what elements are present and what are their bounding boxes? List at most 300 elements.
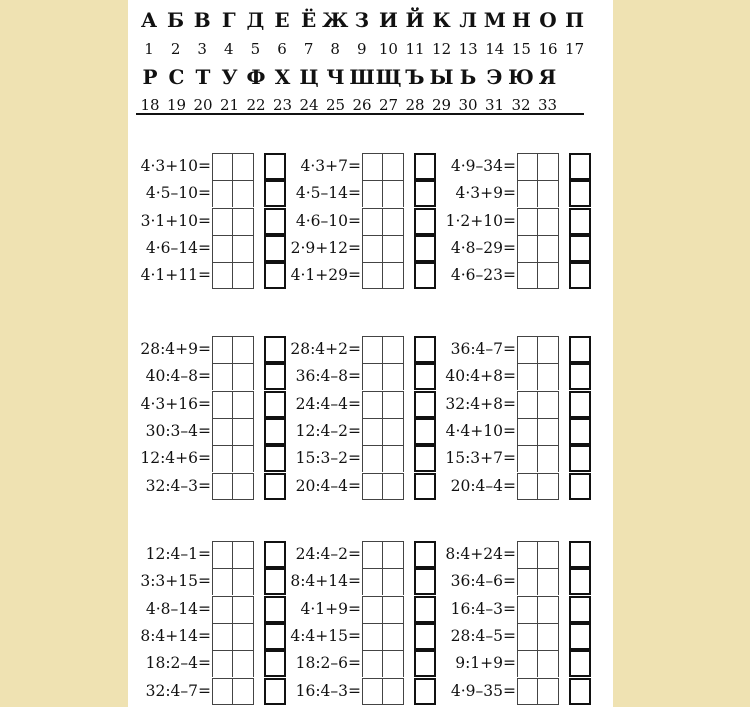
- answer-letter-box[interactable]: [264, 596, 286, 623]
- task-expression: 36:4–7=: [450, 340, 516, 358]
- alphabet-letter: Ж: [322, 8, 349, 32]
- answer-digit-box[interactable]: [538, 391, 559, 418]
- answer-digit-box[interactable]: [362, 262, 383, 289]
- task-row: [140, 262, 290, 289]
- answer-digit-box[interactable]: [233, 541, 254, 568]
- answer-digit-box[interactable]: [517, 596, 538, 623]
- answer-digit-box[interactable]: [362, 650, 383, 677]
- alphabet-number: 23: [272, 96, 293, 114]
- task-row: [140, 445, 290, 472]
- answer-digit-box[interactable]: [233, 336, 254, 363]
- answer-digit-box[interactable]: [517, 650, 538, 677]
- alphabet-letter: Ч: [326, 65, 345, 89]
- answer-digit-box[interactable]: [383, 336, 404, 363]
- task-expression: 36:4–8=: [295, 367, 361, 386]
- task-row: [140, 363, 290, 390]
- alphabet-number: 3: [197, 40, 207, 58]
- answer-digit-box[interactable]: [362, 153, 383, 180]
- answer-digit-box[interactable]: [517, 678, 538, 705]
- alphabet-letter: З: [354, 8, 370, 32]
- answer-digit-box[interactable]: [212, 473, 233, 500]
- task-row: [290, 650, 440, 677]
- worksheet-page: [128, 0, 613, 707]
- task-expression: 4·6–14=: [145, 238, 211, 257]
- task-row: [445, 596, 595, 623]
- task-expression: 28:4+2=: [290, 340, 361, 358]
- task-row: [290, 235, 440, 262]
- answer-letter-box[interactable]: [414, 473, 436, 500]
- answer-letter-box[interactable]: [264, 363, 286, 390]
- answer-digit-box[interactable]: [233, 568, 254, 595]
- answer-digit-box[interactable]: [212, 363, 233, 390]
- task-expression: 4·6–10=: [295, 211, 361, 230]
- alphabet-number: 18: [140, 96, 160, 114]
- task-expression: 28:4–5=: [450, 626, 516, 645]
- task-expression: 4·3+10=: [140, 157, 211, 175]
- alphabet-letter: У: [221, 65, 238, 89]
- task-expression: 12:4–1=: [145, 545, 211, 563]
- answer-letter-box[interactable]: [264, 568, 286, 595]
- answer-digit-box[interactable]: [212, 153, 233, 180]
- answer-letter-box[interactable]: [569, 541, 591, 568]
- answer-letter-box[interactable]: [264, 418, 286, 445]
- answer-digit-box[interactable]: [212, 678, 233, 705]
- alphabet-letter: Н: [511, 8, 531, 32]
- alphabet-divider: [136, 113, 584, 115]
- alphabet-letter: Ё: [300, 8, 317, 32]
- answer-letter-box[interactable]: [264, 623, 286, 650]
- answer-digit-box[interactable]: [212, 623, 233, 650]
- task-expression: 40:4–8=: [145, 367, 211, 386]
- answer-letter-box[interactable]: [414, 208, 436, 235]
- answer-digit-box[interactable]: [383, 180, 404, 207]
- answer-digit-box[interactable]: [212, 650, 233, 677]
- answer-digit-box[interactable]: [383, 568, 404, 595]
- answer-digit-box[interactable]: [538, 262, 559, 289]
- answer-digit-box[interactable]: [538, 623, 559, 650]
- alphabet-number: 9: [357, 40, 367, 58]
- task-row: [140, 650, 290, 677]
- alphabet-letter: Ш: [349, 65, 375, 89]
- answer-digit-box[interactable]: [212, 235, 233, 262]
- answer-digit-box[interactable]: [517, 153, 538, 180]
- alphabet-number: 30: [458, 96, 478, 114]
- alphabet-letter: Д: [246, 8, 265, 32]
- answer-digit-box[interactable]: [538, 650, 559, 677]
- task-expression: 16:4–3=: [450, 599, 516, 618]
- alphabet-letter: П: [565, 8, 585, 32]
- alphabet-letter: Л: [459, 8, 478, 32]
- answer-letter-box[interactable]: [414, 445, 436, 472]
- task-row: [445, 678, 595, 705]
- alphabet-letter: Э: [486, 65, 503, 89]
- answer-digit-box[interactable]: [233, 445, 254, 472]
- alphabet-number: 1: [144, 40, 154, 58]
- task-row: [140, 153, 290, 180]
- answer-letter-box[interactable]: [264, 235, 286, 262]
- alphabet-number: 24: [299, 96, 319, 114]
- answer-letter-box[interactable]: [414, 678, 436, 705]
- alphabet-letter: И: [378, 8, 398, 32]
- alphabet-number: 31: [484, 96, 505, 114]
- task-row: [290, 336, 440, 363]
- task-expression: 4·1+11=: [140, 266, 211, 285]
- answer-digit-box[interactable]: [212, 208, 233, 235]
- answer-digit-box[interactable]: [212, 336, 233, 363]
- task-row: [445, 262, 595, 289]
- task-row: [140, 391, 290, 418]
- alphabet-number: 21: [219, 96, 240, 114]
- alphabet-number: 6: [277, 40, 287, 58]
- task-row: [445, 445, 595, 472]
- answer-digit-box[interactable]: [362, 235, 383, 262]
- task-expression: 3·1+10=: [140, 211, 211, 230]
- answer-digit-box[interactable]: [383, 235, 404, 262]
- task-expression: 8:4+14=: [140, 626, 211, 645]
- answer-digit-box[interactable]: [233, 363, 254, 390]
- answer-digit-box[interactable]: [362, 180, 383, 207]
- answer-digit-box[interactable]: [362, 623, 383, 650]
- answer-letter-box[interactable]: [569, 445, 591, 472]
- answer-digit-box[interactable]: [383, 153, 404, 180]
- task-expression: 20:4–4=: [295, 476, 361, 495]
- answer-letter-box[interactable]: [414, 541, 436, 568]
- alphabet-letter: Ю: [508, 65, 534, 89]
- answer-digit-box[interactable]: [517, 391, 538, 418]
- answer-letter-box[interactable]: [569, 363, 591, 390]
- alphabet-letter: Ы: [429, 65, 454, 89]
- answer-letter-box[interactable]: [569, 153, 591, 180]
- task-expression: 4·3+9=: [455, 184, 516, 203]
- task-expression: 30:3–4=: [145, 421, 211, 440]
- task-row: [445, 235, 595, 262]
- answer-digit-box[interactable]: [538, 473, 559, 500]
- task-row: [140, 623, 290, 650]
- answer-letter-box[interactable]: [414, 623, 436, 650]
- answer-digit-box[interactable]: [538, 541, 559, 568]
- alphabet-letter: О: [539, 8, 557, 32]
- alphabet-letter: Ц: [299, 65, 319, 89]
- task-row: [290, 541, 440, 568]
- task-row: [445, 541, 595, 568]
- alphabet-number: 29: [431, 96, 452, 114]
- task-row: [445, 208, 595, 235]
- answer-digit-box[interactable]: [517, 262, 538, 289]
- task-expression: 4·8–29=: [450, 238, 516, 257]
- answer-digit-box[interactable]: [383, 445, 404, 472]
- answer-digit-box[interactable]: [212, 568, 233, 595]
- alphabet-key: [128, 0, 613, 120]
- answer-digit-box[interactable]: [233, 208, 254, 235]
- answer-digit-box[interactable]: [212, 391, 233, 418]
- task-expression: 1·2+10=: [445, 211, 516, 230]
- answer-digit-box[interactable]: [212, 180, 233, 207]
- task-expression: 24:4–4=: [295, 394, 361, 413]
- answer-digit-box[interactable]: [517, 180, 538, 207]
- answer-digit-box[interactable]: [212, 596, 233, 623]
- task-expression: 4·6–23=: [450, 266, 516, 285]
- answer-letter-box[interactable]: [414, 235, 436, 262]
- answer-digit-box[interactable]: [233, 596, 254, 623]
- answer-digit-box[interactable]: [233, 418, 254, 445]
- alphabet-row-1-letters: [128, 8, 613, 38]
- answer-digit-box[interactable]: [233, 650, 254, 677]
- alphabet-letter: М: [483, 8, 506, 32]
- alphabet-number: 15: [511, 40, 531, 58]
- answer-letter-box[interactable]: [264, 262, 286, 289]
- answer-letter-box[interactable]: [569, 596, 591, 623]
- task-row: [445, 623, 595, 650]
- answer-digit-box[interactable]: [233, 473, 254, 500]
- answer-digit-box[interactable]: [383, 473, 404, 500]
- alphabet-letter: Х: [274, 65, 291, 89]
- answer-digit-box[interactable]: [212, 445, 233, 472]
- answer-letter-box[interactable]: [414, 391, 436, 418]
- alphabet-number: 12: [432, 40, 452, 58]
- answer-digit-box[interactable]: [362, 445, 383, 472]
- task-expression: 32:4+8=: [445, 394, 516, 413]
- answer-digit-box[interactable]: [383, 541, 404, 568]
- alphabet-number: 10: [378, 40, 398, 58]
- answer-letter-box[interactable]: [414, 596, 436, 623]
- answer-digit-box[interactable]: [362, 208, 383, 235]
- answer-letter-box[interactable]: [569, 418, 591, 445]
- answer-digit-box[interactable]: [517, 541, 538, 568]
- answer-letter-box[interactable]: [414, 650, 436, 677]
- answer-letter-box[interactable]: [569, 473, 591, 500]
- answer-letter-box[interactable]: [414, 153, 436, 180]
- answer-letter-box[interactable]: [569, 623, 591, 650]
- task-expression: 4·3+16=: [140, 394, 211, 413]
- answer-digit-box[interactable]: [233, 678, 254, 705]
- task-row: [290, 445, 440, 472]
- task-expression: 8:4+24=: [445, 545, 516, 563]
- task-row: [290, 208, 440, 235]
- answer-digit-box[interactable]: [233, 391, 254, 418]
- answer-digit-box[interactable]: [517, 445, 538, 472]
- answer-digit-box[interactable]: [517, 235, 538, 262]
- answer-letter-box[interactable]: [264, 391, 286, 418]
- alphabet-number: 25: [325, 96, 346, 114]
- task-row: [445, 473, 595, 500]
- answer-digit-box[interactable]: [538, 678, 559, 705]
- task-row: [290, 623, 440, 650]
- answer-letter-box[interactable]: [264, 473, 286, 500]
- answer-digit-box[interactable]: [362, 418, 383, 445]
- alphabet-letter: В: [193, 8, 211, 32]
- alphabet-letter: Я: [538, 65, 557, 89]
- answer-digit-box[interactable]: [383, 650, 404, 677]
- answer-digit-box[interactable]: [383, 363, 404, 390]
- task-expression: 32:4–3=: [145, 476, 211, 495]
- task-expression: 2·9+12=: [290, 238, 361, 257]
- answer-letter-box[interactable]: [264, 650, 286, 677]
- answer-digit-box[interactable]: [517, 208, 538, 235]
- answer-digit-box[interactable]: [383, 596, 404, 623]
- alphabet-number: 7: [303, 40, 314, 58]
- task-expression: 4·8–14=: [145, 599, 211, 618]
- answer-digit-box[interactable]: [383, 262, 404, 289]
- alphabet-number: 14: [485, 40, 505, 58]
- task-expression: 36:4–6=: [450, 572, 516, 591]
- answer-digit-box[interactable]: [538, 445, 559, 472]
- answer-digit-box[interactable]: [538, 568, 559, 595]
- alphabet-letter: Т: [195, 65, 211, 89]
- task-row: [445, 180, 595, 207]
- alphabet-letter: Б: [167, 8, 185, 32]
- alphabet-number: 16: [538, 40, 558, 58]
- task-row: [140, 541, 290, 568]
- answer-letter-box[interactable]: [264, 153, 286, 180]
- answer-digit-box[interactable]: [517, 363, 538, 390]
- task-row: [290, 418, 440, 445]
- answer-digit-box[interactable]: [517, 473, 538, 500]
- answer-digit-box[interactable]: [233, 153, 254, 180]
- task-expression: 4·3+7=: [300, 157, 361, 175]
- alphabet-row-2-letters: [128, 65, 613, 95]
- answer-digit-box[interactable]: [362, 541, 383, 568]
- answer-digit-box[interactable]: [233, 180, 254, 207]
- task-expression: 3:3+15=: [140, 572, 211, 591]
- answer-digit-box[interactable]: [517, 568, 538, 595]
- answer-digit-box[interactable]: [212, 418, 233, 445]
- answer-letter-box[interactable]: [414, 568, 436, 595]
- task-row: [445, 650, 595, 677]
- answer-digit-box[interactable]: [383, 678, 404, 705]
- task-row: [140, 235, 290, 262]
- answer-digit-box[interactable]: [212, 262, 233, 289]
- answer-letter-box[interactable]: [569, 336, 591, 363]
- task-expression: 15:3+7=: [445, 449, 516, 468]
- answer-digit-box[interactable]: [233, 623, 254, 650]
- alphabet-number: 13: [458, 40, 478, 58]
- answer-digit-box[interactable]: [233, 235, 254, 262]
- answer-letter-box[interactable]: [569, 650, 591, 677]
- answer-digit-box[interactable]: [383, 623, 404, 650]
- task-expression: 40:4+8=: [445, 367, 516, 386]
- alphabet-number: 32: [511, 96, 531, 114]
- task-expression: 4·4+10=: [445, 421, 516, 440]
- answer-digit-box[interactable]: [362, 473, 383, 500]
- task-expression: 4·9–34=: [450, 157, 516, 175]
- answer-letter-box[interactable]: [264, 208, 286, 235]
- answer-letter-box[interactable]: [264, 445, 286, 472]
- answer-letter-box[interactable]: [569, 208, 591, 235]
- task-row: [445, 568, 595, 595]
- task-expression: 28:4+9=: [140, 340, 211, 358]
- answer-letter-box[interactable]: [569, 568, 591, 595]
- answer-letter-box[interactable]: [414, 180, 436, 207]
- answer-digit-box[interactable]: [383, 208, 404, 235]
- task-row: [290, 153, 440, 180]
- task-expression: 4·5–14=: [295, 184, 361, 203]
- answer-digit-box[interactable]: [538, 336, 559, 363]
- task-expression: 4:4+15=: [290, 626, 361, 645]
- answer-letter-box[interactable]: [569, 180, 591, 207]
- answer-digit-box[interactable]: [538, 596, 559, 623]
- answer-digit-box[interactable]: [212, 541, 233, 568]
- task-row: [140, 180, 290, 207]
- task-expression: 4·1+29=: [290, 266, 361, 285]
- answer-digit-box[interactable]: [362, 596, 383, 623]
- alphabet-letter: А: [140, 8, 158, 32]
- answer-digit-box[interactable]: [383, 391, 404, 418]
- task-row: [140, 568, 290, 595]
- task-row: [290, 473, 440, 500]
- answer-digit-box[interactable]: [538, 418, 559, 445]
- alphabet-letter: Ъ: [405, 65, 425, 89]
- task-row: [445, 391, 595, 418]
- task-row: [140, 473, 290, 500]
- answer-letter-box[interactable]: [569, 678, 591, 705]
- answer-digit-box[interactable]: [517, 623, 538, 650]
- answer-digit-box[interactable]: [538, 235, 559, 262]
- task-expression: 4·1+9=: [300, 599, 361, 618]
- answer-letter-box[interactable]: [414, 418, 436, 445]
- alphabet-number: 2: [170, 40, 181, 58]
- answer-letter-box[interactable]: [569, 262, 591, 289]
- answer-digit-box[interactable]: [538, 208, 559, 235]
- task-expression: 16:4–3=: [295, 681, 361, 700]
- alphabet-letter: К: [432, 8, 451, 32]
- answer-digit-box[interactable]: [517, 336, 538, 363]
- task-row: [445, 418, 595, 445]
- answer-digit-box[interactable]: [538, 153, 559, 180]
- answer-letter-box[interactable]: [414, 363, 436, 390]
- task-expression: 15:3–2=: [295, 449, 361, 468]
- task-row: [290, 391, 440, 418]
- answer-digit-box[interactable]: [383, 418, 404, 445]
- task-expression: 24:4–2=: [295, 545, 361, 563]
- task-row: [445, 336, 595, 363]
- alphabet-letter: Й: [405, 8, 425, 32]
- answer-letter-box[interactable]: [414, 262, 436, 289]
- answer-digit-box[interactable]: [538, 180, 559, 207]
- alphabet-number: 17: [565, 40, 585, 58]
- answer-digit-box[interactable]: [362, 391, 383, 418]
- answer-letter-box[interactable]: [569, 235, 591, 262]
- alphabet-number: 8: [330, 40, 340, 58]
- alphabet-letter: Щ: [375, 65, 402, 89]
- alphabet-number: 26: [352, 96, 372, 114]
- answer-digit-box[interactable]: [362, 363, 383, 390]
- answer-letter-box[interactable]: [264, 541, 286, 568]
- answer-digit-box[interactable]: [362, 336, 383, 363]
- answer-digit-box[interactable]: [233, 262, 254, 289]
- task-row: [290, 262, 440, 289]
- task-row: [445, 153, 595, 180]
- answer-letter-box[interactable]: [414, 336, 436, 363]
- answer-digit-box[interactable]: [538, 363, 559, 390]
- answer-letter-box[interactable]: [264, 180, 286, 207]
- task-row: [140, 418, 290, 445]
- answer-digit-box[interactable]: [362, 678, 383, 705]
- answer-letter-box[interactable]: [569, 391, 591, 418]
- answer-letter-box[interactable]: [264, 678, 286, 705]
- answer-letter-box[interactable]: [264, 336, 286, 363]
- task-expression: 4·5–10=: [145, 184, 211, 203]
- task-expression: 20:4–4=: [450, 476, 516, 495]
- alphabet-letter: С: [168, 65, 185, 89]
- answer-digit-box[interactable]: [517, 418, 538, 445]
- task-expression: 9:1+9=: [455, 654, 516, 673]
- task-row: [290, 596, 440, 623]
- answer-digit-box[interactable]: [362, 568, 383, 595]
- task-row: [140, 596, 290, 623]
- task-expression: 18:2–6=: [295, 654, 361, 673]
- alphabet-number: 4: [224, 40, 234, 58]
- task-expression: 12:4+6=: [140, 449, 211, 468]
